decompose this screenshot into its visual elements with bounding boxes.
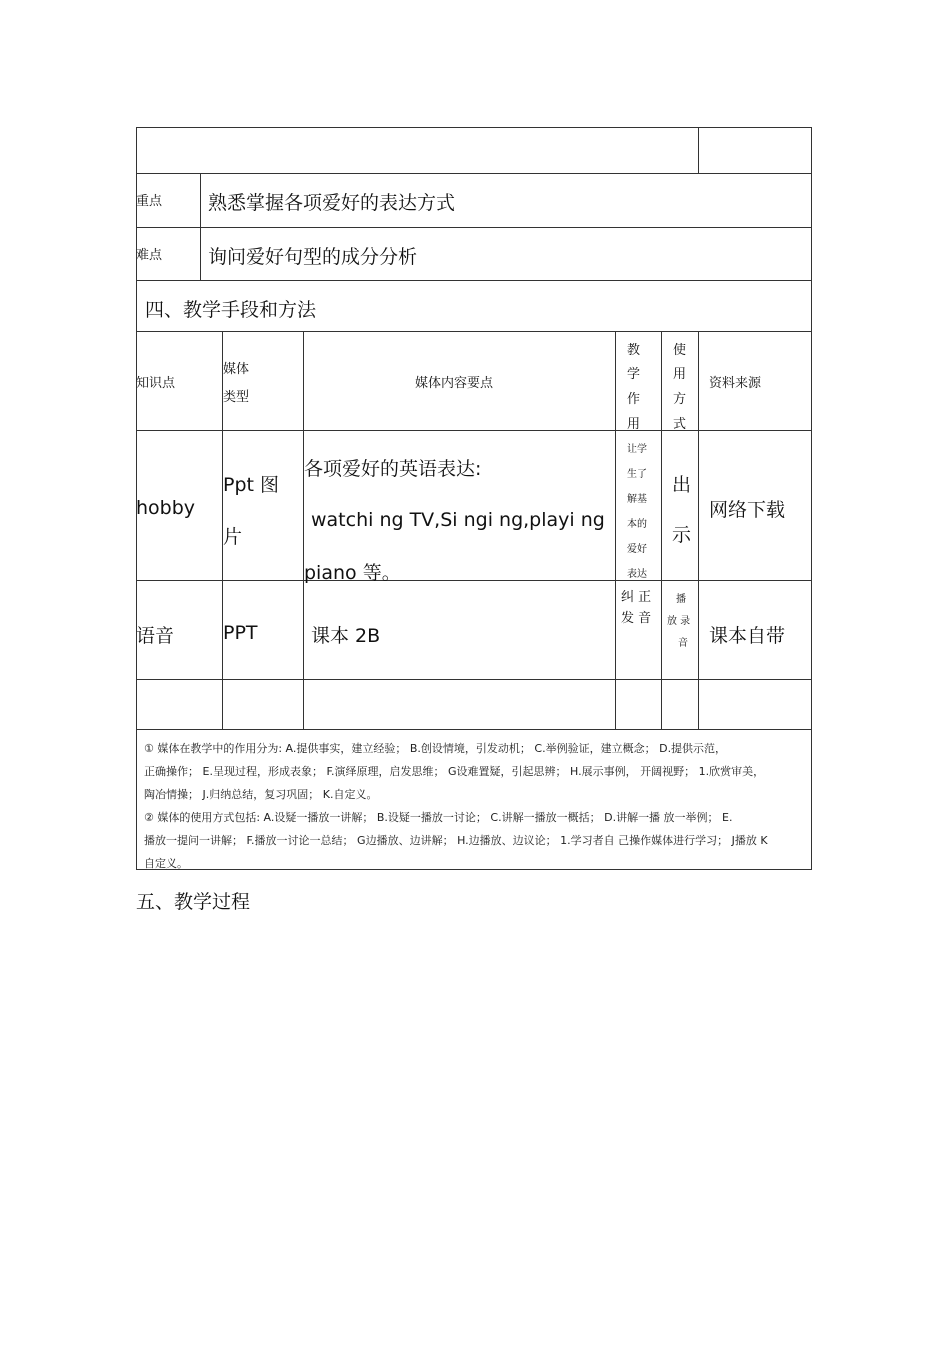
header-teach-role-1: 教 [627,343,641,358]
header-media-content: 媒体内容要点 [415,376,494,391]
header-usage-1: 使 [673,343,687,358]
note-line-6: 自定义。 [144,857,188,870]
row1-role-4: 本的 [627,519,647,530]
header-teach-role-2: 学 [627,367,641,382]
note-line-1: ① 媒体在教学中的作用分为: A.提供事实，建立经验； B.创设情境，引发动机； C.举例验证，建立概念； D.提供示范， [144,742,727,755]
header-usage-2: 用 [673,367,687,382]
row1-role-1: 让学 [627,444,647,455]
section5-title: 五、教学过程 [136,891,251,913]
header-knowledge: 知识点 [136,376,176,391]
focus-label: 重点 [136,194,163,209]
row1-role-6: 表达 [627,569,647,580]
row2-usage-2: 放 录 [667,616,691,627]
section4-title: 四、教学手段和方法 [145,299,317,321]
row1-role-5: 爱好 [627,544,647,555]
row2-role-1: 纠 正 [621,590,652,605]
note-line-2: 正确操作； E.呈现过程，形成表象； F.演绎原理，启发思维； G设难置疑，引起思辨； H.展示事例， 开阔视野； 1.欣赏审美， [144,765,765,778]
row2-usage-3: 音 [678,638,688,649]
row2-usage-1: 播 [676,594,686,605]
header-usage-4: 式 [673,417,687,432]
focus-text: 熟悉掌握各项爱好的表达方式 [208,192,456,214]
difficulty-text: 询问爱好句型的成分分析 [208,246,418,268]
row1-usage-2: 示 [672,524,692,546]
header-media-type-2: 类型 [223,390,250,405]
note-line-4: ② 媒体的使用方式包括: A.设疑一播放一讲解； B.设疑一播放一讨论； C.讲解一播放一概括； D.讲解一播 放一举例； E. [144,811,733,824]
row2-source: 课本自带 [709,625,786,647]
row1-usage-1: 出 [672,474,692,496]
row1-role-2: 生了 [627,469,647,480]
row1-source: 网络下载 [709,499,786,521]
row1-role-3: 解基 [627,494,647,505]
header-source: 资料来源 [709,376,762,391]
header-teach-role-3: 作 [627,392,641,407]
row1-knowledge: hobby [136,497,196,519]
row2-content: 课本 2B [311,625,381,647]
row1-content-2: watchi ng TV,Si ngi ng,playi ng [311,509,605,531]
header-usage-3: 方 [673,392,687,407]
row2-role-2: 发 音 [621,611,652,626]
row2-media-type: PPT [223,622,258,644]
header-media-type-1: 媒体 [223,362,250,377]
row1-media-type-2: 片 [223,526,243,548]
row1-media-type-1: Ppt 图 [223,474,280,496]
difficulty-label: 难点 [136,248,163,263]
note-line-5: 播放一提问一讲解； F.播放一讨论一总结； G边播放、边讲解； H.边播放、边议论； 1.学习者自 己操作媒体进行学习； J播放 K [144,834,768,847]
header-teach-role-4: 用 [627,417,641,432]
note-line-3: 陶冶情操； J.归纳总结，复习巩固； K.自定义。 [144,788,378,801]
row2-knowledge: 语音 [136,625,175,647]
row1-content-1: 各项爱好的英语表达: [304,458,482,480]
row1-content-3: piano 等。 [304,562,401,584]
